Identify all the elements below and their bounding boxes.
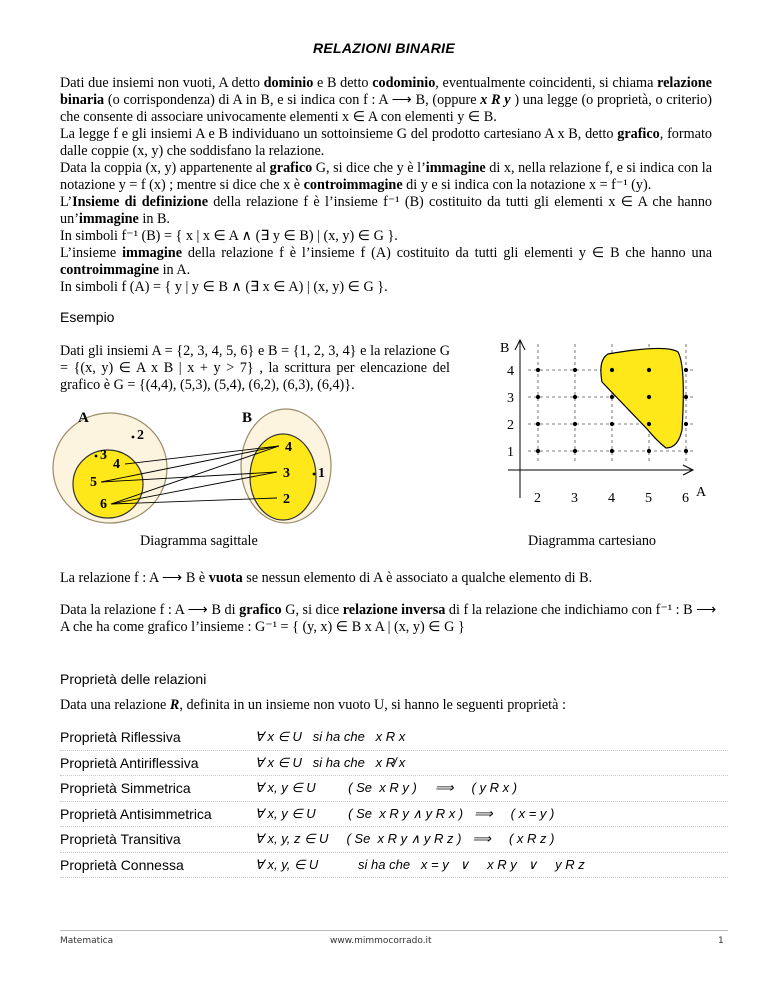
property-name: Proprietà Riflessiva [60, 729, 181, 745]
property-name: Proprietà Antisimmetrica [60, 805, 212, 822]
property-row [60, 802, 728, 828]
a-element-5: 5 [90, 475, 97, 490]
example-text: Dati gli insiemi A = {2, 3, 4, 5, 6} e B = {1, 2, 3, 4} e la relazione G = {(x, y) ∈ A x B | x + y > 7} , la scrittura per elencazione del grafico è G = {(4,4), (5,3), (5,4), (6,2), (6,3), (6,4)}. [60, 343, 450, 393]
point-5-2 [647, 422, 651, 426]
x-tick-label: 5 [645, 491, 652, 506]
property-definition: ∀ x ∈ U si ha che x R x [255, 729, 406, 744]
point-5-4 [647, 368, 651, 372]
b-element-3: 3 [283, 466, 290, 481]
sagittal-caption: Diagramma sagittale [140, 533, 258, 549]
intro-p3: Data la coppia (x, y) appartenente al grafico G, si dice che y è l’immagine di x, nella relazione f, e si indica con la notazione y = f (x) ; mentre si dice che x è controimmagine di y e si indica con la notazione x = f⁻¹ (y). [60, 160, 712, 193]
point-3-2 [573, 422, 577, 426]
property-definition: ∀ x, y, z ∈ U ( Se x R y ∧ y R z ) ⟹ ( x R z ) [255, 831, 555, 846]
example-heading: Esempio [60, 309, 115, 325]
properties-heading: Proprietà delle relazioni [60, 671, 207, 687]
point-6-3 [684, 395, 688, 399]
property-row [60, 853, 728, 879]
y-axis-label: B [500, 341, 510, 356]
a-element-3: 3 [100, 448, 107, 463]
property-definition: ∀ x, y ∈ U ( Se x R y ∧ y R x ) ⟹ ( x = y ) [255, 805, 555, 821]
a-dot-2 [132, 436, 135, 439]
x-tick-label: 3 [571, 491, 578, 506]
x-axis-label: A [696, 485, 707, 500]
point-2-4 [536, 368, 540, 372]
b-dot-1 [313, 473, 316, 476]
x-tick-label: 6 [682, 491, 689, 506]
y-tick-label: 2 [507, 418, 514, 433]
a-element-6: 6 [100, 497, 107, 512]
intro-p2: La legge f e gli insiemi A e B individuano un sottoinsieme G del prodotto cartesiano A x B, detto grafico, formato dalle coppie (x, y) che soddisfano la relazione. [60, 126, 712, 159]
a-dot-3 [95, 455, 98, 458]
intro-p7: In simboli f (A) = { y | y ∈ B ∧ (∃ x ∈ A) | (x, y) ∈ G }. [60, 279, 388, 295]
property-name: Proprietà Simmetrica [60, 780, 191, 796]
property-name: Proprietà Transitiva [60, 831, 181, 847]
x-tick-label: 4 [608, 491, 615, 506]
point-5-1 [647, 449, 651, 453]
point-6-2 [684, 422, 688, 426]
point-4-1 [610, 449, 614, 453]
point-3-3 [573, 395, 577, 399]
cartesian-diagram [490, 330, 705, 515]
page-title: RELAZIONI BINARIE [313, 40, 455, 56]
b-element-2: 2 [283, 492, 290, 507]
intro-p1: Dati due insiemi non vuoti, A detto dominio e B detto codominio, eventualmente coincidenti, si chiama relazione binaria (o corrispondenza) di A in B, e si indica con f : A ⟶ B, (oppure x R y ) una legge (o proprietà, o criterio) che consente di associare univocamente elementi x ∈ A con elementi y ∈ B. [60, 75, 712, 125]
point-2-3 [536, 395, 540, 399]
a-element-4: 4 [113, 457, 120, 472]
b-element-4: 4 [285, 440, 292, 455]
intro-p5: In simboli f⁻¹ (B) = { x | x ∈ A ∧ (∃ y ∈ B) | (x, y) ∈ G }. [60, 228, 398, 244]
point-4-4 [610, 368, 614, 372]
footer-subject: Matematica [60, 936, 114, 946]
b-element-1: 1 [318, 466, 325, 481]
property-definition: ∀ x, y ∈ U ( Se x R y ) ⟹ ( y R x ) [255, 780, 518, 795]
set-a-label: A [78, 410, 89, 426]
y-tick-label: 4 [507, 364, 514, 379]
property-row [60, 776, 728, 802]
intro-text [60, 75, 712, 296]
properties-table [60, 725, 728, 878]
intro-p6: L’insieme immagine della relazione f è l’insieme f (A) costituito da tutti gli elementi y ∈ B che hanno una controimmagine in A. [60, 245, 713, 278]
properties-intro: Data una relazione R, definita in un insieme non vuoto U, si hanno le seguenti proprietà : [60, 697, 566, 713]
point-3-4 [573, 368, 577, 372]
point-6-1 [684, 449, 688, 453]
point-6-4 [684, 368, 688, 372]
footer-page-number: 1 [718, 936, 724, 946]
property-row [60, 751, 728, 777]
inverse-relation-text: Data la relazione f : A ⟶ B di grafico G, si dice relazione inversa di f la relazione che indichiamo con f⁻¹ : B ⟶ A che ha come grafico l’insieme : G⁻¹ = { (y, x) ∈ B x A | (x, y) ∈ G } [60, 602, 717, 635]
property-name: Proprietà Connessa [60, 856, 184, 873]
point-4-3 [610, 395, 614, 399]
sagittal-diagram [55, 400, 355, 525]
property-definition: ∀ x, y, ∈ U si ha che x = y ∨ x R y ∨ y R z [255, 856, 585, 872]
footer-divider [60, 930, 728, 931]
cartesian-caption: Diagramma cartesiano [528, 533, 657, 549]
y-tick-label: 3 [507, 391, 514, 406]
y-tick-label: 1 [507, 445, 514, 460]
empty-relation-text: La relazione f : A ⟶ B è vuota se nessun elemento di A è associato a qualche elemento di B. [60, 570, 593, 586]
x-tick-label: 2 [534, 491, 541, 506]
a-element-2: 2 [137, 428, 144, 443]
property-row [60, 827, 728, 853]
property-row [60, 725, 728, 751]
point-3-1 [573, 449, 577, 453]
footer-website[interactable]: www.mimmocorrado.it [330, 936, 432, 946]
point-2-2 [536, 422, 540, 426]
property-name: Proprietà Antiriflessiva [60, 754, 199, 771]
point-4-2 [610, 422, 614, 426]
set-b-label: B [242, 410, 253, 426]
property-definition: ∀ x ∈ U si ha che x R̸ x [255, 754, 406, 770]
set-a-subset [73, 450, 143, 518]
point-5-3 [647, 395, 651, 399]
intro-p4: L’Insieme di definizione della relazione f è l’insieme f⁻¹ (B) costituito da tutti gli elementi x ∈ A che hanno un’immagine in B. [60, 194, 713, 227]
point-2-1 [536, 449, 540, 453]
